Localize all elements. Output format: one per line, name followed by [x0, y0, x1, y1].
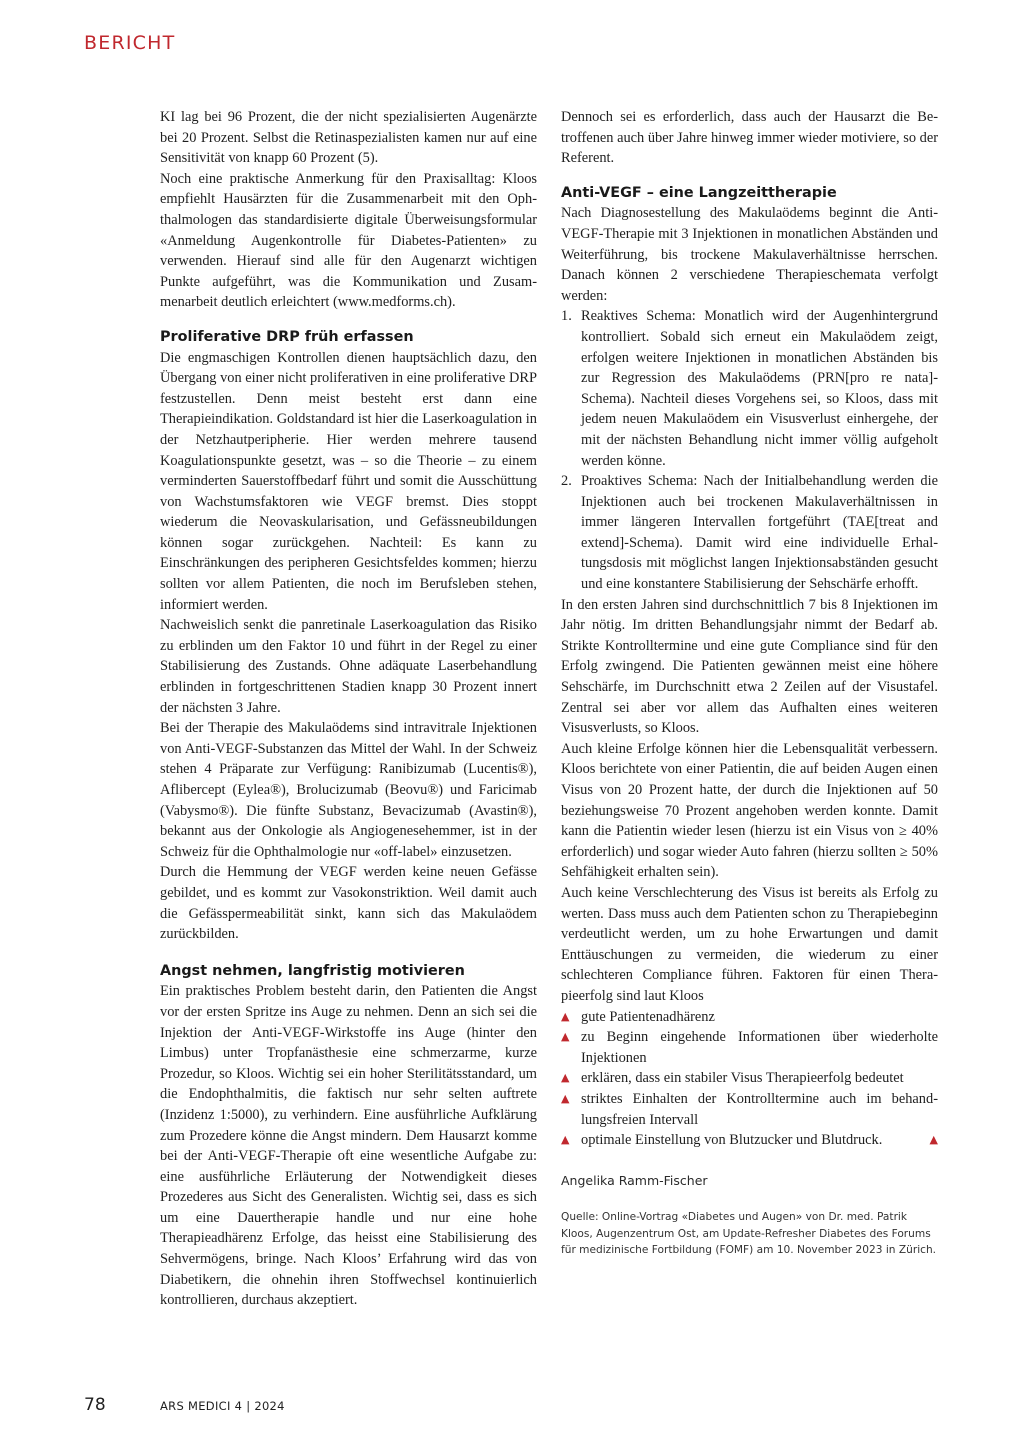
list-item-text: zu Beginn eingehende Informationen über wiederholte Injektionen [581, 1029, 938, 1066]
page-number: 78 [84, 1395, 106, 1415]
list-item [561, 1130, 938, 1151]
list-item-text: gute Patientenadhärenz [581, 1008, 715, 1025]
heading-angst-nehmen: Angst nehmen, langfristig motivieren [160, 962, 465, 979]
scheme-list [561, 306, 938, 594]
triangle-bullet-icon: ▲ [561, 1091, 570, 1105]
list-number: 2. [561, 473, 572, 490]
triangle-bullet-icon: ▲ [561, 1009, 570, 1023]
paragraph: Auch keine Verschlechterung des Visus ist bereits als Erfolg zu werten. Dass muss auch dem Patienten schon zu Therapiebeginn verdeutlicht werden, um zu hohe Erwartungen und damit Enttäuschungen zu vermeiden, die wiederum zu einer schlechteren Compliance führen. Faktoren für einen Therapieerfolg sind laut Kloos [561, 884, 938, 1004]
list-item [561, 306, 938, 471]
paragraph: In den ersten Jahren sind durchschnittlich 7 bis 8 Injektionen im Jahr nötig. Im dritten Behandlungsjahr nimmt der Bedarf ab. Strikte Kontrolltermine und eine gute Compliance sind für den Erfolg zwingend. Die Patienten gewännen meist eine höhere Sehschärfe, im Durchschnitt etwa 2 Zeilen auf der Visustafel. Zentral sei aber vor allem das Aufhalten eines weiteren Visusverlusts, so Kloos. [561, 596, 938, 737]
paragraph: Durch die Hemmung der VEGF werden keine neuen Gefässe gebildet, und es kommt zur Vasokonstriktion. Weil damit auch die Gefässpermeabilität sinkt, kann sich das Makulaödem zurückbilden. [160, 864, 537, 943]
paragraph: Noch eine praktische Anmerkung für den Praxisalltag: Kloos empfiehlt Hausärzten für die Zusammenarbeit mit den Ophthalmologen das standardisierte digitale Überweisungsformular «Anmeldung Augenkontrolle für Diabetes-Patienten» zu verwenden. Hierauf sind alle für den Augenarzt wichtigen Punkte aufgeführt, was die Kommunikation und Zusammenarbeit deutlich erleichtert (www.medforms.ch). [160, 170, 537, 311]
list-item [561, 1068, 938, 1089]
journal-footer: ARS MEDICI 4 | 2024 [160, 1399, 285, 1413]
paragraph: Bei der Therapie des Makulaödems sind intravitrale Injektionen von Anti-VEGF-Substanzen das Mittel der Wahl. In der Schweiz stehen 4 Präparate zur Verfügung: Ranibizumab (Lucentis®), Aflibercept (Eylea®), Brolucizumab (Beovu®) und Faricimab (Vabysmo®). Die fünfte Substanz, Bevacizumab (Avastin®), bekannt aus der Onkologie als Angiogenesehemmer, ist in der Schweiz für die Ophthalmologie nur «off-label» einzusetzen. [160, 720, 537, 860]
paragraph: KI lag bei 96 Prozent, die der nicht spezialisierten Augenärzte bei 20 Prozent. Selbst die Retinaspezialisten kamen nur auf eine Sensitivität von knapp 60 Prozent (5). [160, 109, 537, 167]
list-item-text: striktes Einhalten der Kontrolltermine auch im behandlungsfreien Intervall [581, 1090, 938, 1128]
paragraph: Ein praktisches Problem besteht darin, den Patienten die Angst vor der ersten Spritze ins Auge zu nehmen. Denn an sich sei die Injektion der Anti-VEGF-Wirkstoffe ins Auge (hinter den Limbus) unter Tropfanästhesie eine schmerzarme, kurze Prozedur, so Kloos. Wichtig sei ein hoher Sterilitätsstandard, um die Endophthalmitis, die faktisch nur sehr selten auftrete (Inzidenz 1:5000), zu verhindern. Eine ausführliche Aufklärung zum Prozedere könne die Angst mindern. Dem Hausarzt komme bei der Anti-VEGF-Therapie oft eine wesentliche Aufgabe zu: eine ausführliche Erläuterung der Notwendigkeit dieses Prozederes aus Sicht des Generalisten. Wichtig sei, dass es sich um eine Dauertherapie handle und nur eine hohe Therapieadhärenz Erfolge, das heisst eine Stabilisierung des Sehvermögens, bringe. Nach Kloos’ Erfahrung wird das von Diabetikern, die ohnehin ihren Stoffwechsel kontinuierlich kontrollieren, durchaus akzeptiert. [160, 983, 537, 1309]
author-name: Angelika Ramm-Fischer [561, 1172, 708, 1188]
paragraph: Auch kleine Erfolge können hier die Lebensqualität verbessern. Kloos berichtete von einer Patientin, die auf beiden Augen einen Visus von 20 Prozent hatte, der durch die Injektionen auf 50 beziehungsweise 70 Prozent angehoben werden konnte. Damit kann die Patientin wieder lesen (hierzu ist ein Visus von ≥ 40% erforderlich) und sogar wieder Auto fahren (hierzu sollten ≥ 50% Sehfähigkeit erhalten sein). [561, 740, 938, 881]
triangle-bullet-icon: ▲ [561, 1030, 570, 1044]
triangle-bullet-icon: ▲ [561, 1071, 570, 1085]
list-number: 1. [561, 308, 572, 325]
triangle-bullet-icon: ▲ [561, 1133, 570, 1147]
end-of-article-triangle-icon: ▲ [929, 1133, 938, 1147]
list-item-text: optimale Einstellung von Blutzucker und Blutdruck. [581, 1132, 883, 1149]
list-item-text: erklären, dass ein stabiler Visus Therapieerfolg bedeutet [581, 1070, 904, 1087]
paragraph: Dennoch sei es erforderlich, dass auch der Hausarzt die Betroffenen auch über Jahre hinweg immer wieder motiviere, so der Referent. [561, 109, 938, 167]
list-item-text: Proaktives Schema: Nach der Initialbehandlung werden die Injektionen auch bei trockenen Makulaverhältnissen in immer längeren Intervallen fortgeführt (TAE[treat and extend]-Schema). Damit wird eine individuelle Erhaltungsdosis mit möglichst langen Injektionsabständen gesucht und eine konstantere Stabilisierung der Sehschärfe erhofft. [581, 473, 938, 593]
list-item [561, 1007, 938, 1028]
heading-anti-vegf: Anti-VEGF – eine Langzeittherapie [561, 184, 837, 201]
paragraph: Nachweislich senkt die panretinale Laserkoagulation das Risiko zu erblinden um den Faktor 10 und führt in der Regel zu einer Stabilisierung des Zustands. Ohne adäquate Laserbehandlung erblinden in fortgeschrittenen Stadien knapp 30 Prozent innert der nächsten 3 Jahre. [160, 617, 537, 716]
source-note: Quelle: Online-Vortrag «Diabetes und Augen» von Dr. med. Patrik Kloos, Augenzentrum Ost, am Update-Refresher Diabetes des Forums für medizinische Fortbildung (FOMF) am 10. November 2023 in Zürich. [561, 1211, 937, 1257]
left-column [160, 107, 537, 1311]
right-column [561, 107, 938, 1259]
list-item-text: Reaktives Schema: Monatlich wird der Augenhintergrund kontrolliert. Sobald sich erneut ein Makulaödem zeigt, erfolgen weitere Injektionen in monatlichen Abständen bis zur Regression des Makulaödems (PRN[pro re nata]-Schema). Nachteil dieses Vorgehens sei, so Kloos, dass mit jedem neuen Makulaödem ein Visusverlust einhergehe, der mit der nächsten Behandlung nicht immer völlig aufgeholt werden könne. [581, 308, 938, 469]
success-factors-list [561, 1007, 938, 1151]
heading-proliferative-drp: Proliferative DRP früh erfassen [160, 328, 414, 345]
paragraph: Die engmaschigen Kontrollen dienen hauptsächlich dazu, den Übergang von einer nicht proliferativen in eine proliferative DRP festzustellen. Denn meist besteht erst dann eine Therapieindikation. Goldstandard ist hier die Laserkoagulation in der Netzhautperipherie. Hier werden mehrere tausend Koagulationspunkte gesetzt, was – so die Theorie – zu einem verminderten Sauerstoffbedarf führt und somit die Ausschüttung von Wachstumsfaktoren wie VEGF bremst. Dies stoppt wiederum die Neovaskularisation, und Gefässneubildungen können sogar zurückgehen. Nachteil: Es kann zu Einschränkungen des peripheren Gesichtsfeldes kommen; hierzu sollten vor allem Patienten, die noch im Berufsleben stehen, informiert werden. [160, 349, 537, 613]
list-item [561, 1089, 938, 1130]
paragraph: Nach Diagnosestellung des Makulaödems beginnt die Anti-VEGF-Therapie mit 3 Injektionen in monatlichen Abständen und Weiterführung, bis trockene Makulaverhältnisse herrschen. Danach können 2 verschiedene Therapieschemata verfolgt werden: [561, 205, 938, 304]
section-label: BERICHT [84, 32, 176, 54]
list-item [561, 1027, 938, 1068]
list-item [561, 471, 938, 595]
